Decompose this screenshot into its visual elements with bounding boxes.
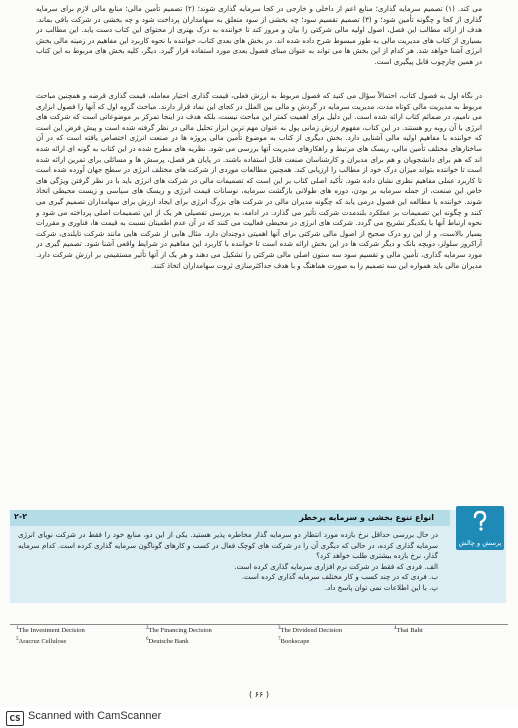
exercise-option-a: الف. فردی که فقط در شرکت نرم افزاری سرمایه گذاری کرده است. bbox=[234, 561, 438, 571]
footnote-2: $^2$The Financing Decision bbox=[146, 626, 212, 635]
exercise-option-b: ب. فردی که در چند کسب و کار مختلف سرمایه گذاری کرده است. bbox=[241, 572, 438, 581]
footnote-row-2 bbox=[16, 637, 506, 648]
footnotes bbox=[16, 626, 506, 648]
camscanner-logo-icon: CS bbox=[6, 711, 24, 726]
question-mark-icon bbox=[470, 510, 490, 532]
question-badge bbox=[456, 506, 504, 550]
page-number: ( ۶۶ ) bbox=[249, 690, 269, 699]
footnote-6: $^6$Deutsche Bank bbox=[146, 637, 189, 646]
scan-watermark-text: Scanned with CamScanner bbox=[28, 710, 162, 722]
footnote-3: $^3$The Dividend Decision bbox=[278, 626, 343, 635]
exercise-section-number: ۲-۲ bbox=[14, 512, 28, 521]
exercise-body bbox=[18, 530, 448, 593]
footnote-1: $^1$The Investment Decision bbox=[16, 626, 85, 635]
exercise-question: در حال بررسی حداقل نرخ بازده مورد انتظار دو سرمایه گذار مخاطره پذیر هستید. یکی از این دو، منابع خود را فقط در شرکت نوپای انرژی سرمایه گذاری کرده، در حالی که دیگری آن را در شرکت های کوچک فعال در کسب و کارهای گوناگون سرمایه گذاری کرده است. کدام سرمایه گذار، نرخ بازده بیشتری طلب خواهد کرد؟ bbox=[18, 530, 438, 560]
body-paragraph-2: در نگاه اول به فصول کتاب، احتمالاً سؤال می کنید که فصول مربوط به ارزش فعلی، قیمت گذاری اختیار معامله، قیمت گذاری قرضه و همچنین مباحث مربوط به مدیریت مالی کوتاه مدت، مدیریت سرمایه در گردش و مالی بین الملل در کجای این نماد قرار دارند. مباحث گروه اول که آنها را فصول ابزاری می نامیم، در ضمائم کتاب ارائه شده است. این دلیل برای اهمیت کمتر این مباحث نیست، بلکه هدف در اینجا تمرکز بر موضوعاتی است که شرکت های انرژی با آن روبه رو هستند. در این کتاب، مفهوم ارزش زمانی پول به عنوان مهم ترین ابزار تحلیل مالی در نظر گرفته شده است و پیش فرض این است که خواننده با مفاهیم اولیه مالی آشنایی دارد. بخش دیگری از کتاب به موضوع تأمین مالی پروژه ها در صنعت انرژی اختصاص یافته است که در آن ساختارهای مختلف تأمین مالی، ریسک های مرتبط و راهکارهای مدیریت آنها بررسی می شود. نظریه های مطرح شده در این کتاب به گونه ای ارائه شده اند که هم برای دانشجویان و هم برای مدیران و کارشناسان صنعت قابل استفاده باشند. در پایان هر فصل، پرسش ها و مسائلی برای تمرین ارائه شده است تا خواننده بتواند میزان درک خود از مطالب را ارزیابی کند. همچنین مطالعات موردی از شرکت های مختلف انرژی در سطح جهان آورده شده است تا کاربرد عملی مفاهیم نظری نشان داده شود. تأکید اصلی کتاب بر این است که تصمیمات مالی در شرکت های انرژی باید با در نظر گرفتن ویژگی های خاص این صنعت، از جمله سرمایه بر بودن، دوره های طولانی بازگشت سرمایه، نوسانات قیمت انرژی و ریسک های سیاسی و زیست محیطی اتخاذ شوند. خواننده با مطالعه این فصول درمی یابد که چگونه مدیران مالی در شرکت های بزرگ انرژی برای ایجاد ارزش برای سهامداران تصمیم گیری می کنند و چگونه این تصمیمات بر عملکرد بلندمدت شرکت تأثیر می گذارد. در ادامه، به بررسی تفصیلی هر یک از این تصمیمات اصلی پرداخته می شود و نحوه ارتباط آنها با یکدیگر تشریح می گردد. شرکت های انرژی در محیطی فعالیت می کنند که در آن عدم اطمینان نسبت به قیمت ها، فناوری و مقررات بسیار بالاست، و از این رو درک صحیح از اصول مالی شرکتی برای آنها اهمیتی دوچندان دارد. مثال هایی از شرکت هایی مانند شرکت تایلندی، شرکت آراکروز سلولز، دویچه بانک و دیگر شرکت ها در این بخش ارائه شده است تا خواننده با کاربرد این مفاهیم در شرایط واقعی آشنا شود. تصمیم گیری در مورد سرمایه گذاری، تأمین مالی و تقسیم سود سه ستون اصلی مالی شرکتی را تشکیل می دهند و هر یک از آنها تأثیر مستقیمی بر ارزش شرکت دارد. مدیران مالی باید همواره این سه تصمیم را به صورت هماهنگ و با هدف حداکثرسازی ثروت سهامداران اتخاذ کنند. bbox=[36, 91, 482, 270]
footnote-7: $^7$Bookscape bbox=[278, 637, 310, 646]
body-paragraph-1: می کند. (۱) تصمیم سرمایه گذاری؛ منابع اعم از داخلی و خارجی در کجا سرمایه گذاری شوند؛ (۲) تصمیم تأمین مالی؛ منابع مالی لازم برای سرمایه گذاری از کجا و چگونه تأمین شود؛ و (۳) تصمیم تقسیم سود؛ چه بخشی از سود متعلق به سهامداران پرداخت شود و چه بخشی در شرکت باقی بماند. هدف از ارائه مطالب این فصل، اصول اولیه مالی شرکتی را بیان و مرور کند تا خواننده به درک بهتری از محتوای این کتاب دست یابد. این مطالب در بسیاری از کتاب های مدیریت مالی به طور مبسوط شرح داده شده اند. در بخش های بعدی کتاب، خواننده با نحوه کاربرد این مفاهیم در زمینه مالی بخش انرژی آشنا خواهد شد. هر کدام از این بخش ها می تواند به عنوان مبنای فصول بعدی مورد استفاده قرار گیرد. دیگر، کلیه بخش های مربوط به این کتاب در همین چارچوب قابل پیگیری است. bbox=[36, 4, 482, 66]
exercise-option-c: پ. با این اطلاعات نمی توان پاسخ داد. bbox=[324, 582, 438, 592]
footnote-divider bbox=[10, 624, 508, 625]
badge-label: پرسش و چالش bbox=[458, 539, 502, 547]
exercise-title: انواع تنوع بخشی و سرمایه پرخطر bbox=[299, 513, 434, 522]
exercise-box-header bbox=[10, 510, 450, 526]
footnote-5: $^5$Aracruz Cellulose bbox=[16, 637, 67, 646]
footnote-row-1 bbox=[16, 626, 506, 637]
scan-watermark-bar bbox=[0, 707, 518, 728]
footnote-4: $^4$Thai Baht bbox=[394, 626, 423, 635]
